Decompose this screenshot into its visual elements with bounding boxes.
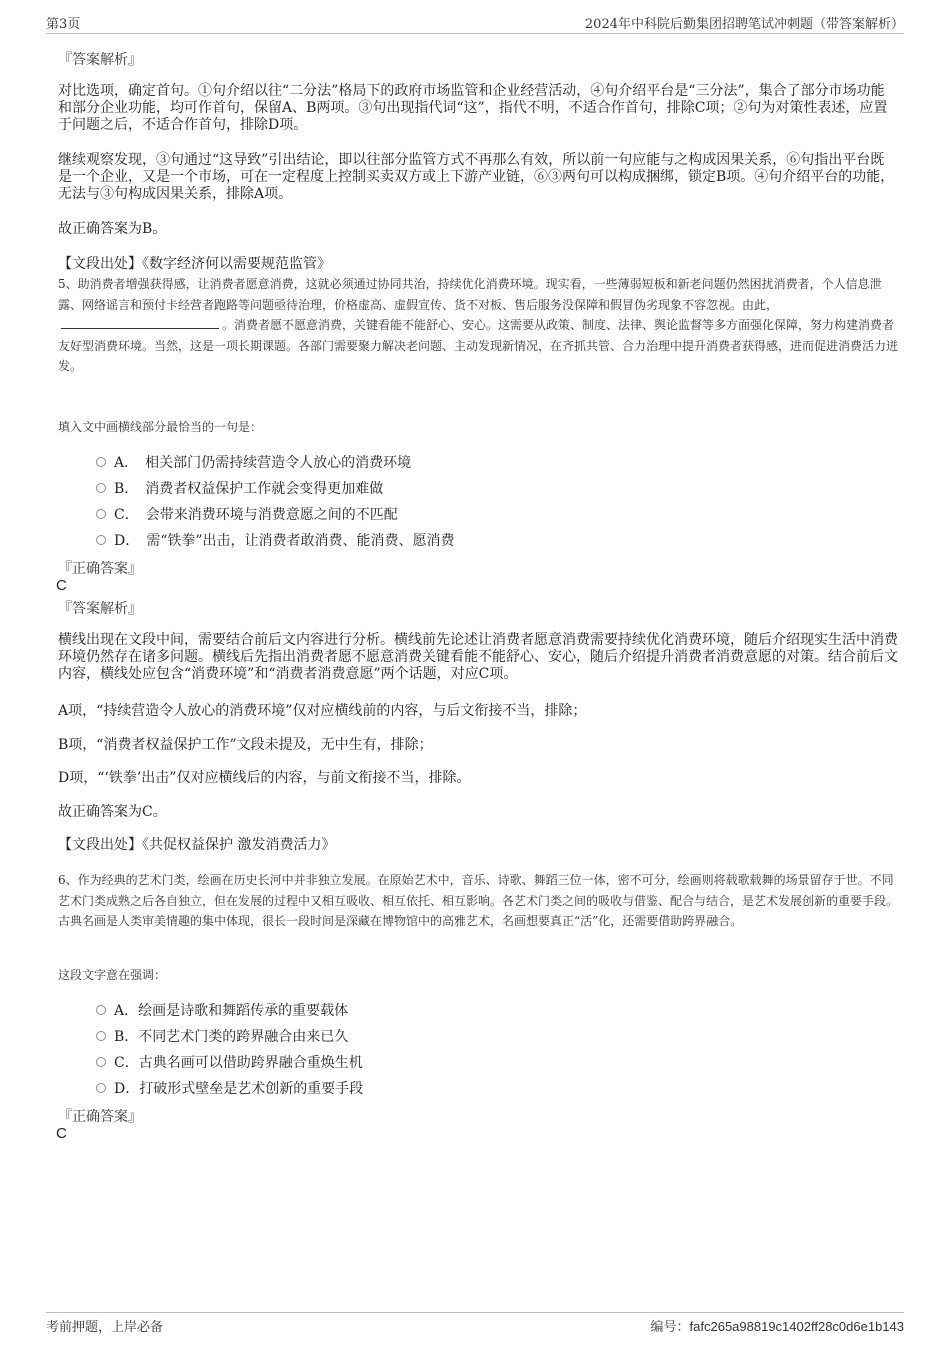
q5-prompt: 填入文中画横线部分最恰当的一句是： <box>58 420 263 434</box>
q5-correct-label: 『正确答案』 <box>58 561 142 577</box>
q5-answer: C <box>56 577 67 594</box>
page-footer <box>46 1312 904 1335</box>
q6-correct-label: 『正确答案』 <box>58 1109 142 1125</box>
radio-circle-icon[interactable] <box>96 509 106 519</box>
q5-conclusion: 故正确答案为C。 <box>58 804 167 820</box>
radio-circle-icon[interactable] <box>96 1031 106 1041</box>
q6-option-c-label: C．古典名画可以借助跨界融合重焕生机 <box>114 1055 363 1071</box>
footer-slogan: 考前押题，上岸必备 <box>46 1320 164 1335</box>
document-code: 编号：fafc265a98819c1402ff28c0d6e1b143 <box>650 1319 904 1334</box>
q6-option-a-label: A．绘画是诗歌和舞蹈传承的重要载体 <box>114 1003 349 1019</box>
q6-option-b-label: B．不同艺术门类的跨界融合由来已久 <box>114 1029 349 1045</box>
q5-option-c-label: C． 会带来消费环境与消费意愿之间的不匹配 <box>114 507 398 523</box>
radio-circle-icon[interactable] <box>96 1057 106 1067</box>
radio-circle-icon[interactable] <box>96 483 106 493</box>
q4-analysis-paragraph-2: 继续观察发现，③句通过“这导致”引出结论，即以往部分监管方式不再那么有效，所以前一句应能与之构成因果关系，⑥句指出平台既是一个企业，又是一个市场，可在一定程度上控制买卖双方或上下游产业链，⑥③两句可以构成捆绑，锁定B项。④句介绍平台的功能，无法与③句构成因果关系，排除A项。 <box>58 152 895 202</box>
q5-option-a-label: A． 相关部门仍需持续营造令人放心的消费环境 <box>114 455 412 471</box>
q6-prompt: 这段文字意在强调： <box>58 968 167 982</box>
q6-option-d-label: D．打破形式壁垒是艺术创新的重要手段 <box>114 1081 364 1097</box>
q5-question-text <box>58 274 900 377</box>
document-title: 2024年中科院后勤集团招聘笔试冲刺题（带答案解析） <box>584 17 904 32</box>
q5-option-d-label: D． 需“铁拳”出击，让消费者敢消费、能消费、愿消费 <box>114 533 455 549</box>
q5-text-after-blank: 。消费者愿不愿意消费，关键看能不能舒心、安心。这需要从政策、制度、法律、舆论监督等多方面强化保障，努力构建消费者友好型消费环境。当然，这是一项长期课题。各部门需要聚力解决老问题、主动发现新情况，在齐抓共管、合力治理中提升消费者获得感，进而促进消费活力迸发。 <box>58 318 899 373</box>
q4-analysis-label: 『答案解析』 <box>58 52 142 68</box>
q4-conclusion: 故正确答案为B。 <box>58 221 167 237</box>
q5-source: 【文段出处】《共促权益保护 激发消费活力》 <box>58 837 336 853</box>
radio-circle-icon[interactable] <box>96 457 106 467</box>
q6-answer: C <box>56 1125 67 1142</box>
radio-circle-icon[interactable] <box>96 1083 106 1093</box>
q5-analysis-option-b: B项，“消费者权益保护工作”文段未提及，无中生有，排除； <box>58 737 433 753</box>
q5-analysis-label: 『答案解析』 <box>58 601 142 617</box>
q5-text-before-blank: 5、助消费者增强获得感，让消费者愿意消费，这就必须通过协同共治，持续优化消费环境。现实看，一些薄弱短板和新老问题仍然困扰消费者，个人信息泄露、网络谣言和预付卡经营者跑路等问题亟待治理，价格虚高、虚假宣传、货不对板、售后服务没保障和假冒伪劣现象不容忽视。由此， <box>58 277 882 312</box>
q5-analysis-paragraph-1: 横线出现在文段中间，需要结合前后文内容进行分析。横线前先论述让消费者愿意消费需要持续优化消费环境，随后介绍现实生活中消费环境仍然存在诸多问题。横线后先指出消费者愿不愿意消费关键看能不能舒心、安心，随后介绍提升消费者消费意愿的对策。结合前后文内容，横线处应包含“消费环境”和“消费者消费意愿”两个话题，对应C项。 <box>58 632 898 682</box>
q6-question-text: 6、作为经典的艺术门类，绘画在历史长河中并非独立发展。在原始艺术中，音乐、诗歌、舞蹈三位一体，密不可分，绘画则将载歌载舞的场景留存于世。不同艺术门类成熟之后各自独立，但在发展的过程中又相互吸收、相互依托、相互影响。各艺术门类之间的吸收与借鉴、配合与结合，是艺术发展创新的重要手段。古典名画是人类审美情趣的集中体现，很长一段时间是深藏在博物馆中的高雅艺术，名画想要真正“活”化，还需要借助跨界融合。 <box>58 873 899 928</box>
q5-analysis-option-a: A项，“持续营造令人放心的消费环境”仅对应横线前的内容，与后文衔接不当，排除； <box>58 703 587 719</box>
q5-option-b-label: B． 消费者权益保护工作就会变得更加难做 <box>114 481 384 497</box>
q5-blank <box>61 316 219 329</box>
page-number: 第3页 <box>46 17 81 32</box>
q4-analysis-paragraph-1: 对比选项，确定首句。①句介绍以往“二分法”格局下的政府市场监管和企业经营活动，④句介绍平台是“三分法”，集合了部分市场功能和部分企业功能，均可作首句，保留A、B两项。③句出现指代词“这”，指代不明，不适合作首句，排除C项；②句为对策性表述，应置于问题之后，不适合作首句，排除D项。 <box>58 83 888 133</box>
page-header <box>46 13 904 34</box>
q5-analysis-option-d: D项，“‘铁拳’出击”仅对应横线后的内容，与前文衔接不当，排除。 <box>58 770 471 786</box>
radio-circle-icon[interactable] <box>96 535 106 545</box>
radio-circle-icon[interactable] <box>96 1005 106 1015</box>
q4-source: 【文段出处】《数字经济何以需要规范监管》 <box>58 256 331 272</box>
